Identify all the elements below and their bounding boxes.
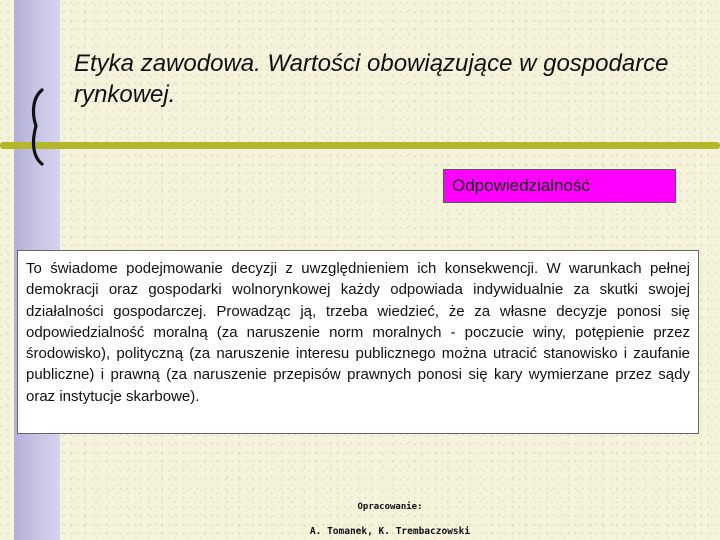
slide-title: Etyka zawodowa. Wartości obowiązujące w gospodarce rynkowej.	[74, 50, 669, 108]
credits-label: Opracowanie:	[357, 502, 423, 512]
body-text-box: To świadome podejmowanie decyzji z uwzględnieniem ich konsekwencji. W warunkach pełnej demokracji oraz gospodarki wolnorynkowej każdy odpowiada indywidualnie za skutki swojej działalności gospodarczej. Prowadząc ją, trzeba wiedzieć, że za własne decyzje ponosi się odpowiedzialność moralną (za naruszenie norm moralnych - poczucie winy, potępienie przez środowisko), polityczną (za naruszenie interesu publicznego można utracić stanowisko i zaufanie publiczne) i prawną (za naruszenie przepisów prawnych ponosi się kary wymierzane przez sądy oraz instytucje skarbowe).	[17, 250, 699, 434]
credits	[240, 502, 540, 537]
accent-line	[0, 142, 720, 149]
bracket-decoration	[26, 88, 48, 166]
credits-authors: A. Tomanek, K. Trembaczowski	[309, 526, 471, 537]
keyword-box: Odpowiedzialność	[443, 169, 676, 203]
